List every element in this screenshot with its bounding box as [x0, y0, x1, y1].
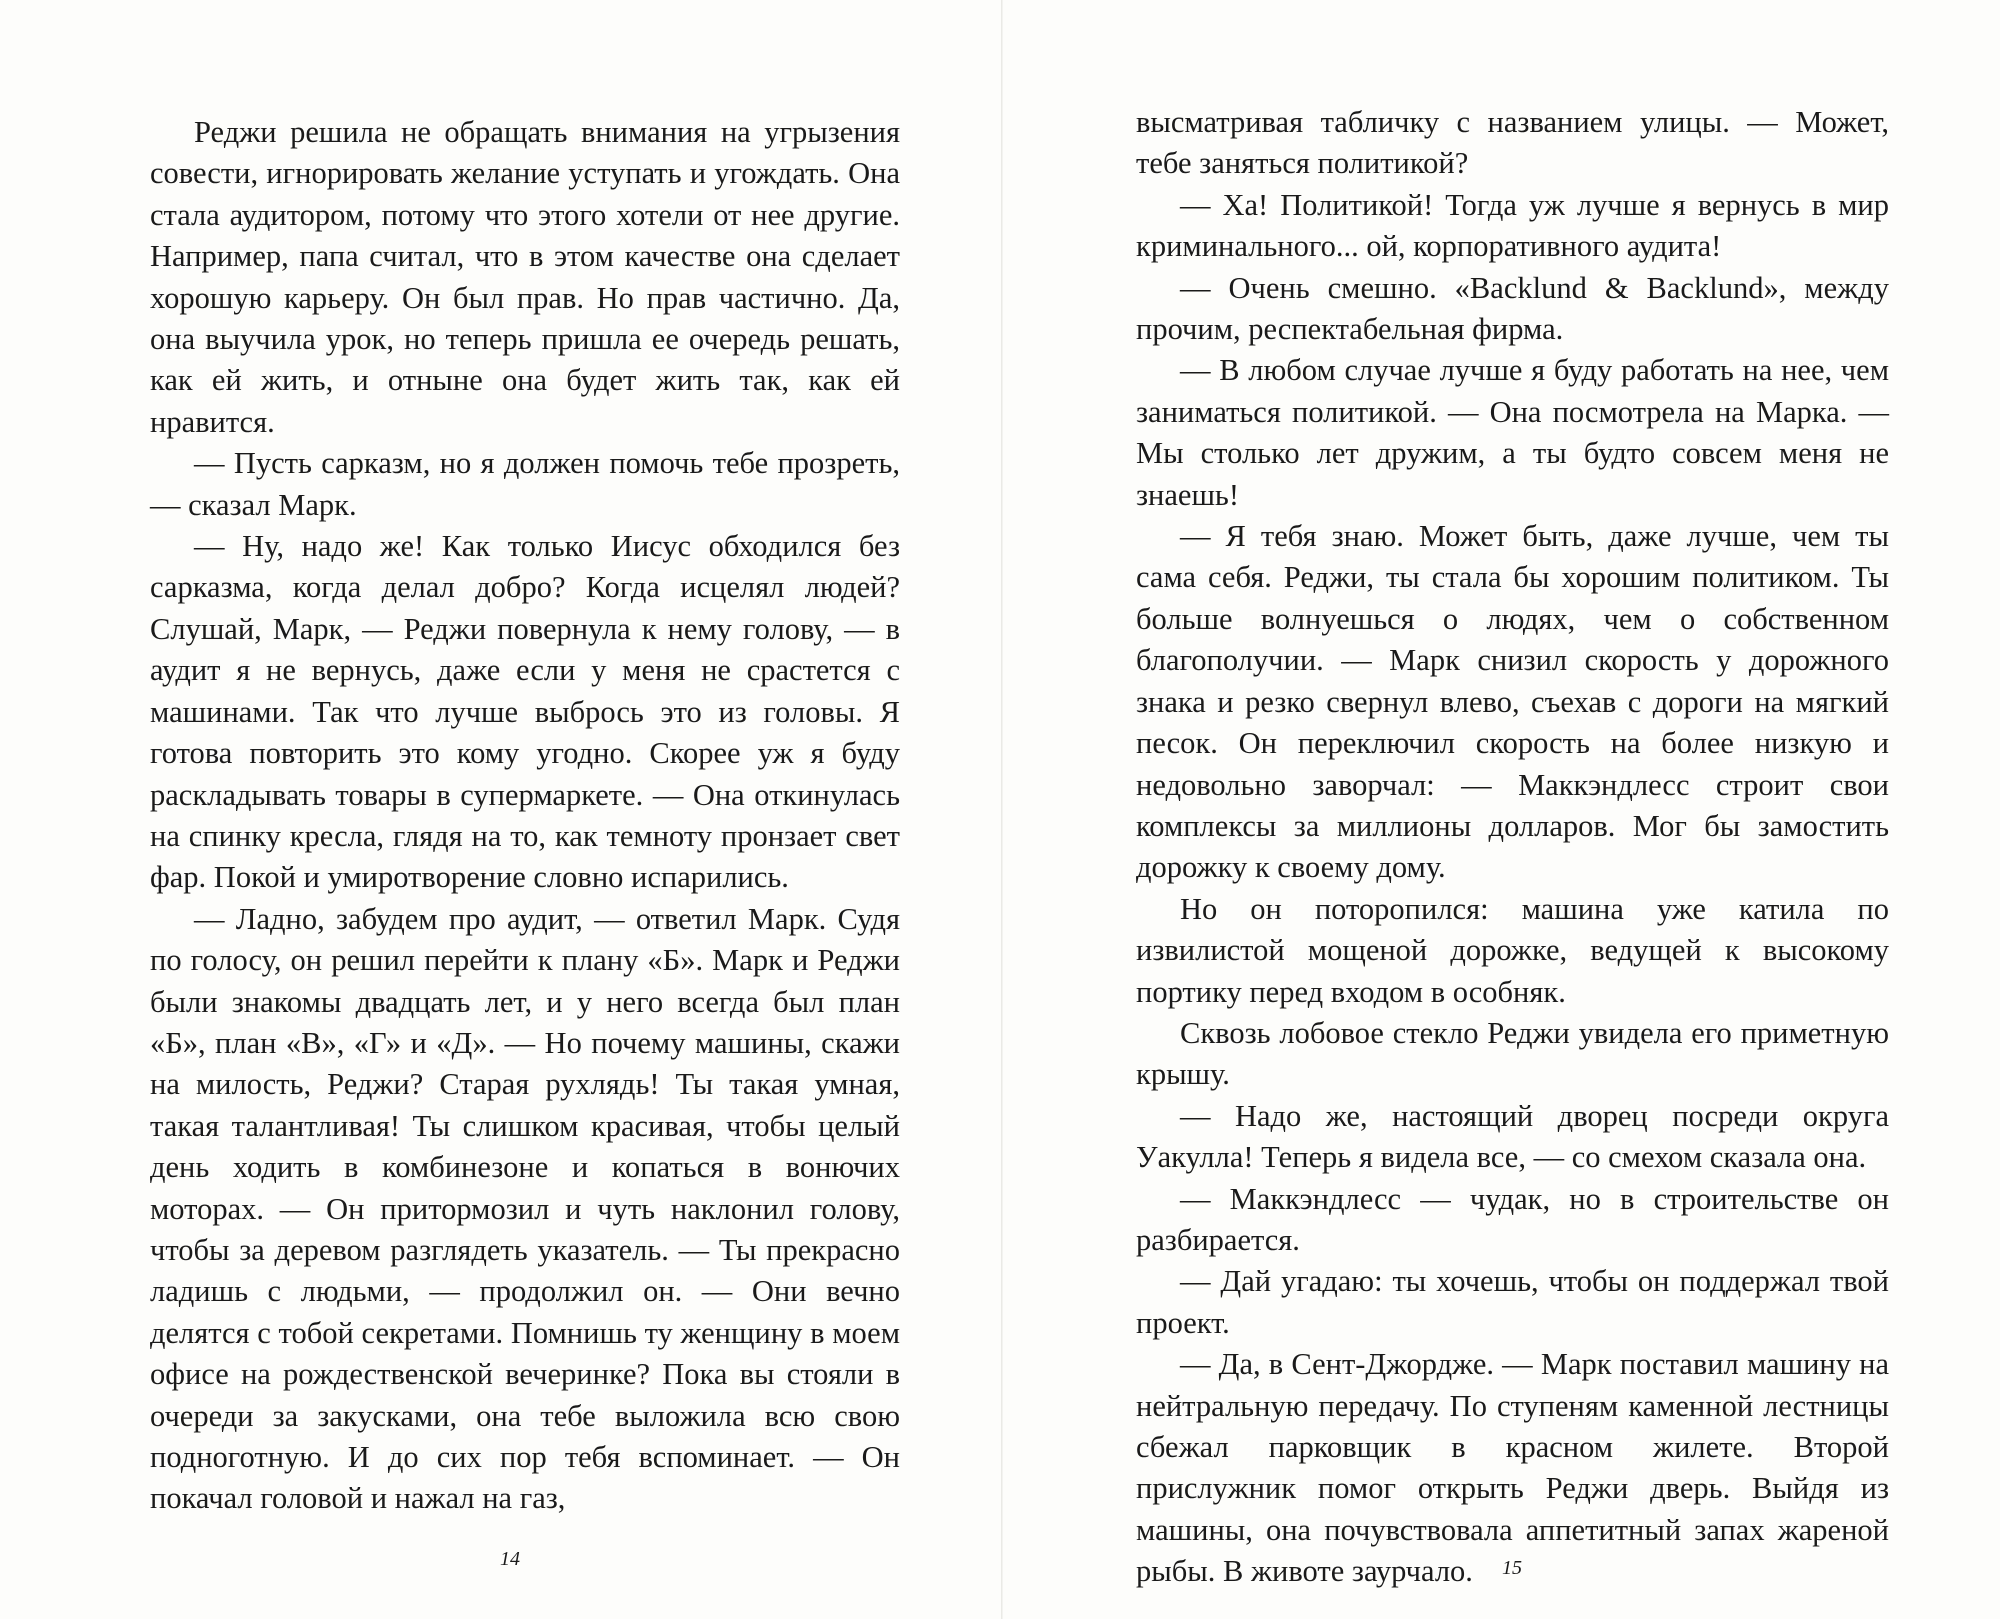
paragraph: — Да, в Сент-Джордже. — Марк поставил машину на нейтральную передачу. По ступеням каменной лестницы сбежал парковщик в красном жилете. Второй прислужник помог открыть Реджи дверь. Выйдя из машины, она почувствовала аппетитный запах жареной рыбы. В животе заурчало.: [1136, 1347, 1889, 1589]
paragraph: — Я тебя знаю. Может быть, даже лучше, чем ты сама себя. Реджи, ты стала бы хорошим политиком. Ты больше волнуешься о людях, чем о собственном благополучии. — Марк снизил скорость у дорожного знака и резко свернул влево, съехав с дороги на мягкий песок. Он переключил скорость на более низкую и недовольно заворчал: — Маккэндлесс строит свои комплексы за миллионы долларов. Мог бы замостить дорожку к своему дому.: [1136, 519, 1889, 885]
paragraph: — Пусть сарказм, но я должен помочь тебе прозреть, — сказал Марк.: [150, 446, 900, 522]
paragraph: Но он поторопился: машина уже катила по извилистой мощеной дорожке, ведущей к высокому портику перед входом в особняк.: [1136, 891, 1889, 1009]
paragraph-continued: высматривая табличку с названием улицы. — Может, тебе заняться политикой?: [1136, 105, 1889, 181]
paragraph: Реджи решила не обращать внимания на угрызения совести, игнорировать желание уступать и угождать. Она стала аудитором, потому что этого хотели от нее другие. Например, папа считал, что в этом качестве она сделает хорошую карьеру. Он был прав. Но прав частично. Да, она выучила урок, но теперь пришла ее очередь решать, как ей жить, и отныне она будет жить так, как ей нравится.: [150, 115, 900, 439]
paragraph: — Маккэндлесс — чудак, но в строительстве он разбирается.: [1136, 1181, 1889, 1257]
book-gutter: [1001, 0, 1003, 1619]
paragraph: — Дай угадаю: ты хочешь, чтобы он поддержал твой проект.: [1136, 1264, 1889, 1340]
paragraph: — В любом случае лучше я буду работать на нее, чем заниматься политикой. — Она посмотрела на Марка. — Мы столько лет дружим, а ты будто совсем меня не знаешь!: [1136, 353, 1889, 512]
paragraph: — Ладно, забудем про аудит, — ответил Марк. Судя по голосу, он решил перейти к плану «Б». Марк и Реджи были знакомы двадцать лет, и у него всегда был план «Б», план «В», «Г» и «Д». — Но почему машины, скажи на милость, Реджи? Старая рухлядь! Ты такая умная, такая талантливая! Ты слишком красивая, чтобы целый день ходить в комбинезоне и копаться в вонючих моторах. — Он притормозил и чуть наклонил голову, чтобы за деревом разглядеть указатель. — Ты прекрасно ладишь с людьми, — продолжил он. — Они вечно делятся с тобой секретами. Помнишь ту женщину в моем офисе на рождественской вечеринке? Пока вы стояли в очереди за закусками, она тебе выложила всю свою подноготную. И до сих пор тебя вспоминает. — Он покачал головой и нажал на газ,: [150, 901, 900, 1516]
right-page: [1136, 0, 1889, 1619]
left-page: [150, 0, 900, 1619]
paragraph: — Очень смешно. «Backlund & Backlund», между прочим, респектабельная фирма.: [1136, 270, 1889, 347]
page-number: 15: [1502, 1557, 1522, 1579]
right-page-text: [1136, 102, 1889, 1593]
paragraph: — Ха! Политикой! Тогда уж лучше я вернусь в мир криминального... ой, корпоративного аудита!: [1136, 187, 1889, 264]
paragraph: Сквозь лобовое стекло Реджи увидела его приметную крышу.: [1136, 1015, 1889, 1092]
paragraph: — Надо же, настоящий дворец посреди округа Уакулла! Теперь я видела все, — со смехом сказала она.: [1136, 1098, 1889, 1175]
left-page-text: [150, 112, 900, 1520]
page-number: 14: [500, 1548, 520, 1570]
paragraph: — Ну, надо же! Как только Иисус обходился без сарказма, когда делал добро? Когда исцелял людей? Слушай, Марк, — Реджи повернула к нему голову, — в аудит я не вернусь, даже если у меня не срастется с машинами. Так что лучше выбрось это из головы. Я готова повторить это кому угодно. Скорее уж я буду раскладывать товары в супермаркете. — Она откинулась на спинку кресла, глядя на то, как темноту пронзает свет фар. Покой и умиротворение словно испарились.: [150, 529, 900, 895]
